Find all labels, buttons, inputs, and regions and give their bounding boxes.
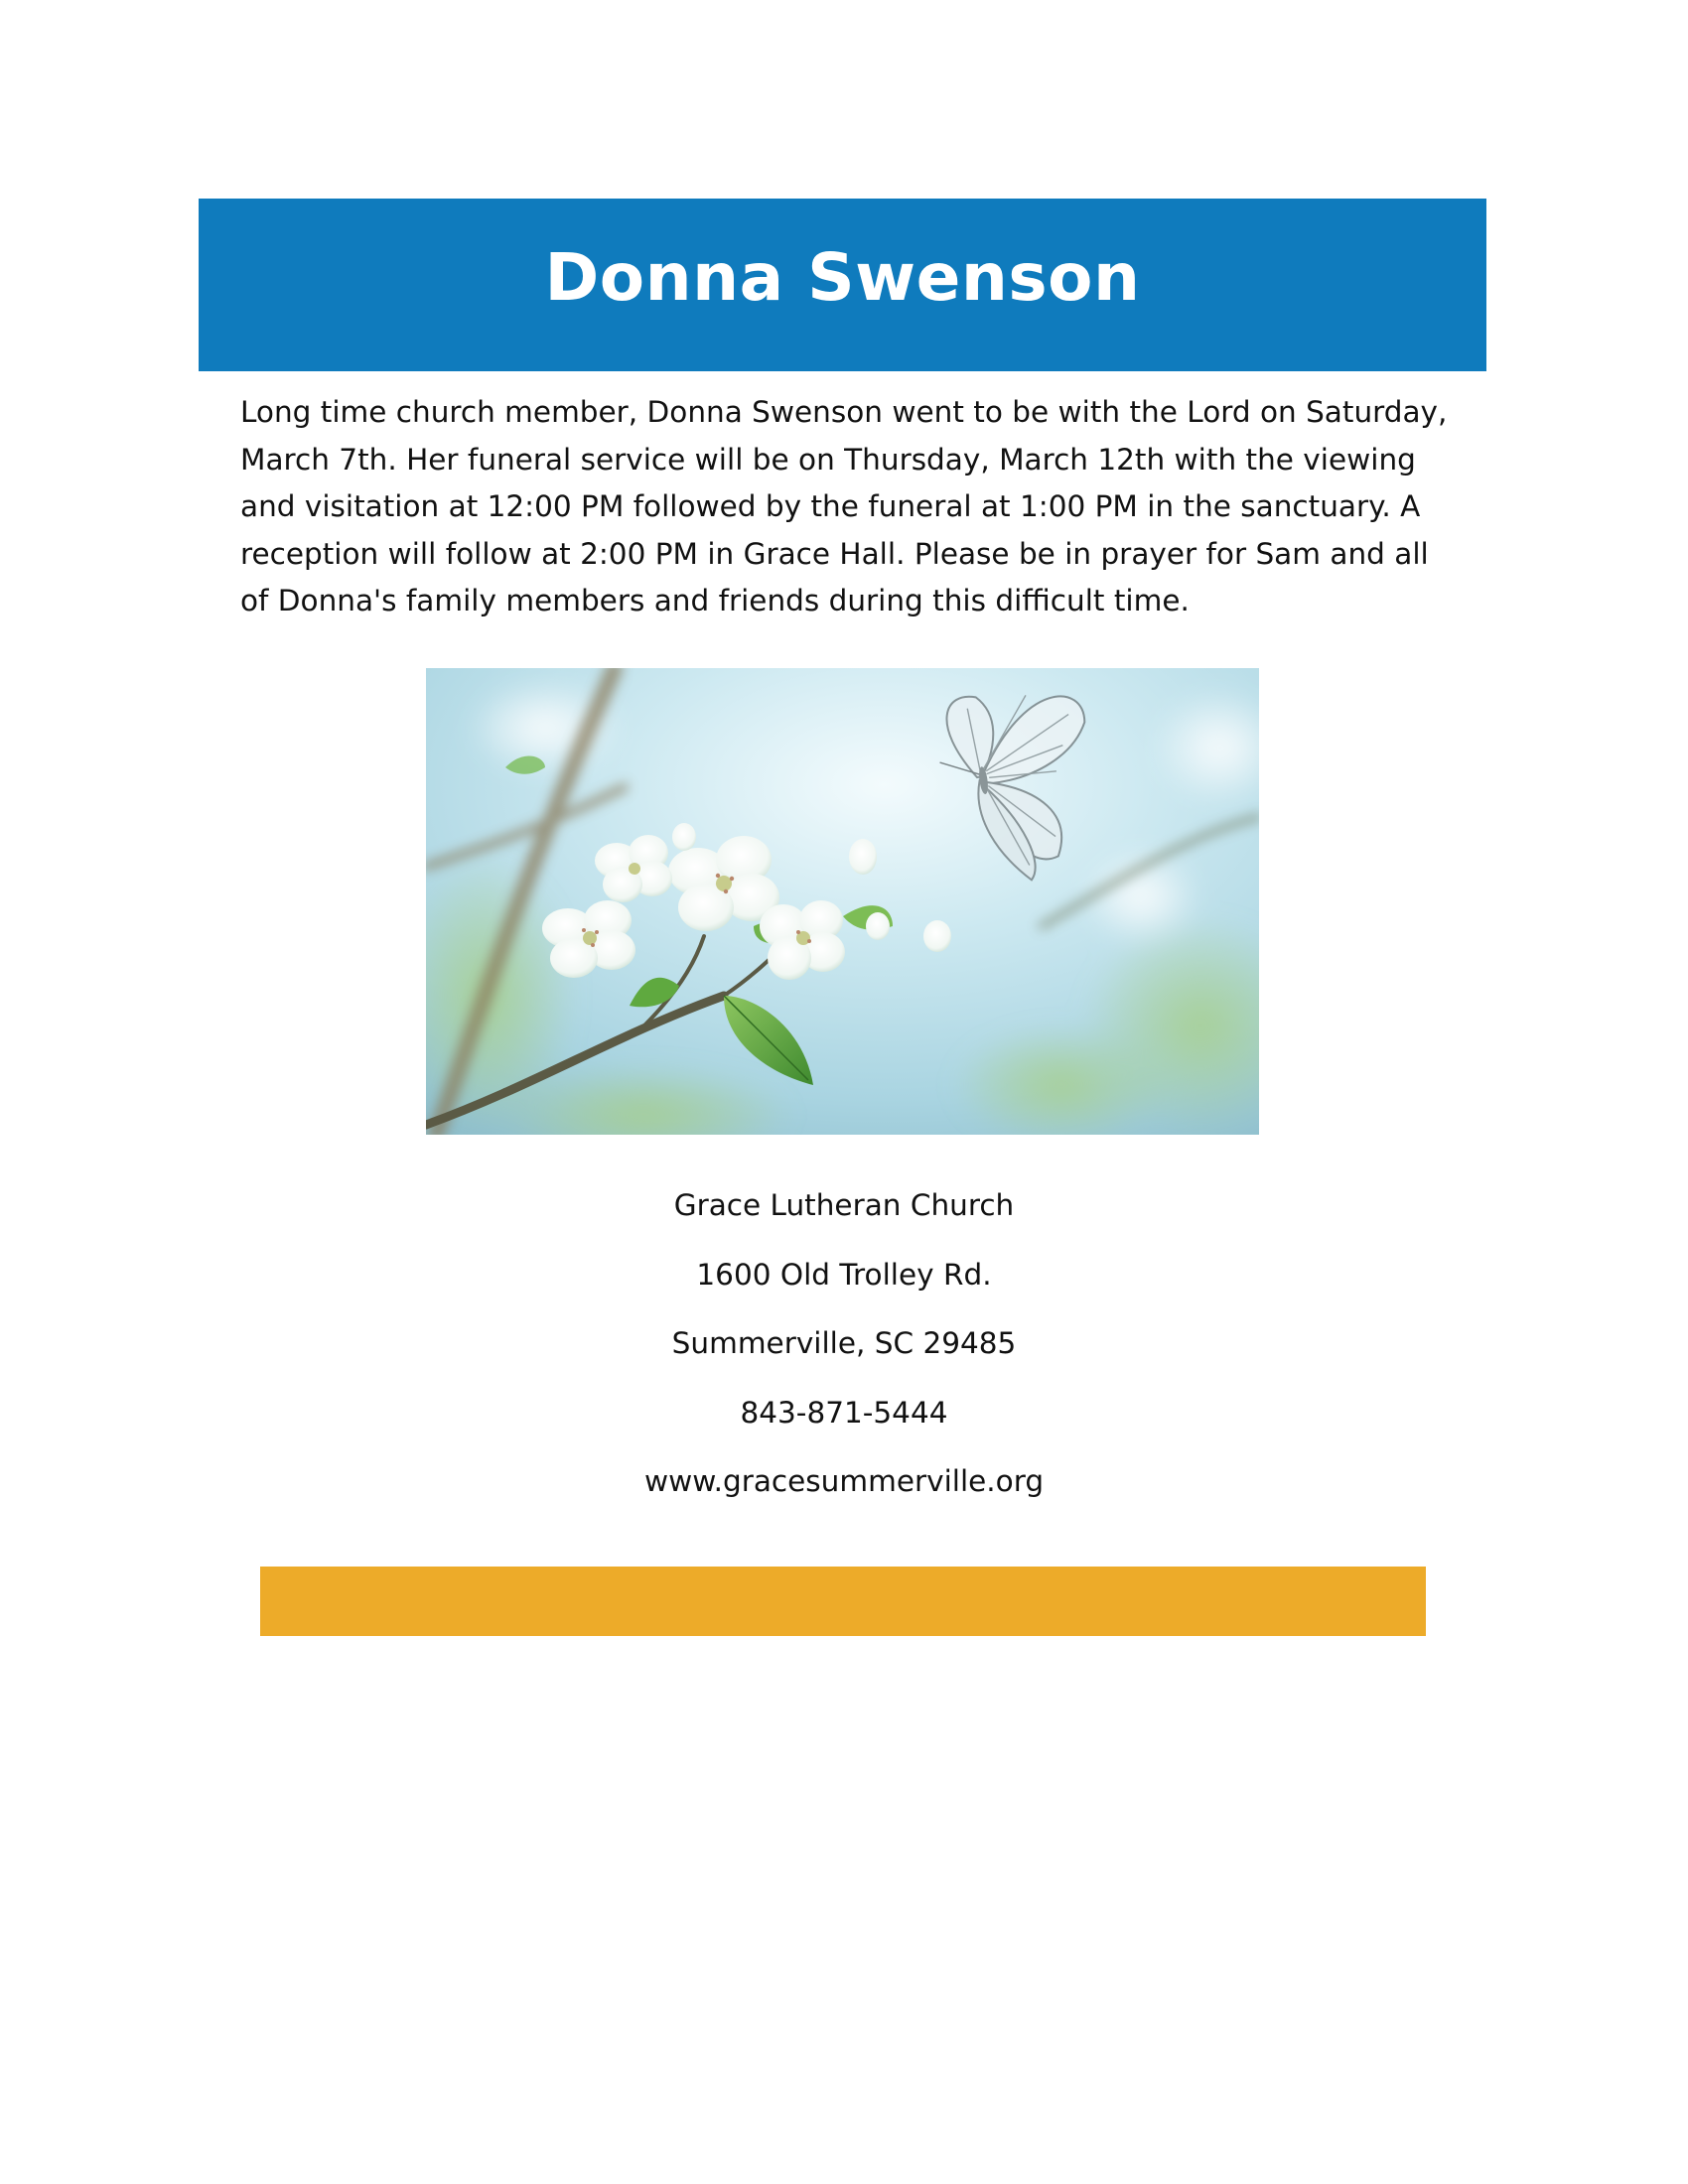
contact-block bbox=[348, 1179, 1340, 1525]
city-state-zip: Summerville, SC 29485 bbox=[671, 1326, 1017, 1360]
footer-bar bbox=[260, 1567, 1426, 1636]
announcement-text: Long time church member, Donna Swenson went to be with the Lord on Saturday, March 7th. Her funeral service will be on Thursday, March 12th with the viewing and visitation at 12:00 PM followed by the funeral at 1:00 PM in the sanctuary. A reception will follow at 2:00 PM in Grace Hall. Please be in prayer for Sam and all of Donna's family members and friends during this difficult time. bbox=[240, 395, 1448, 617]
church-name: Grace Lutheran Church bbox=[673, 1188, 1015, 1222]
butterfly-blossom-photo bbox=[426, 668, 1259, 1135]
street-address: 1600 Old Trolley Rd. bbox=[696, 1257, 992, 1292]
website-link[interactable]: www.gracesummerville.org bbox=[643, 1464, 1045, 1498]
page-title: Donna Swenson bbox=[544, 238, 1141, 316]
title-banner bbox=[199, 199, 1486, 371]
phone-number[interactable]: 843-871-5444 bbox=[740, 1395, 948, 1430]
